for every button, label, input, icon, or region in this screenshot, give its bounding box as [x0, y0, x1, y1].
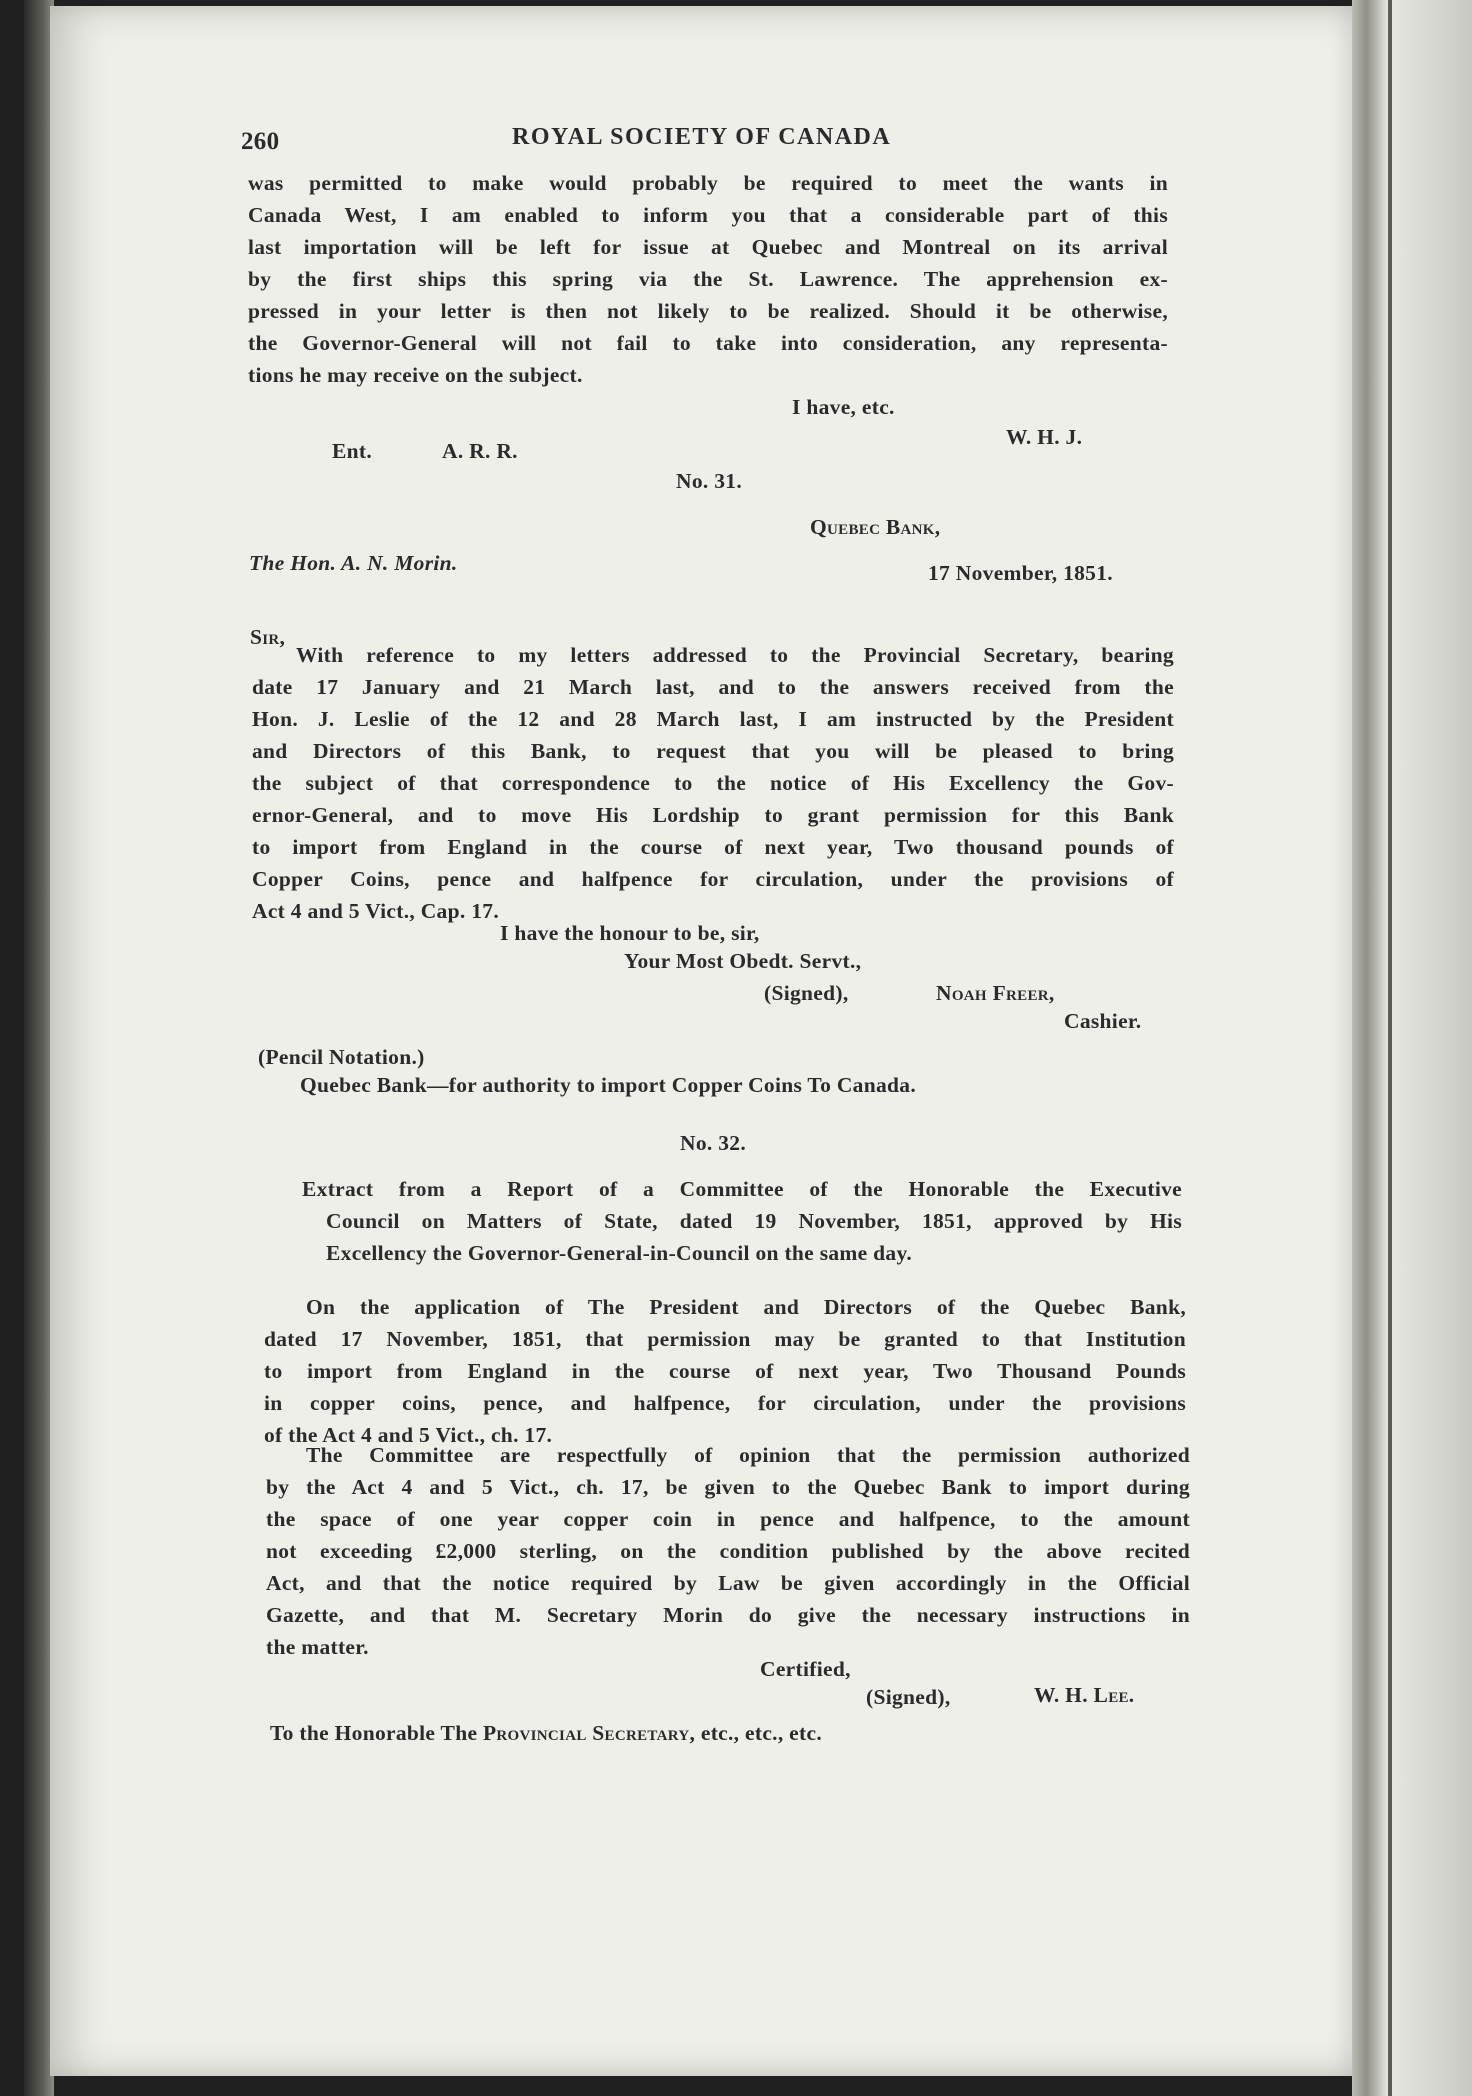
recipient-suffix: etc., etc., etc.	[695, 1721, 823, 1745]
text-line: by the first ships this spring via the St. Lawrence. The apprehension ex-	[248, 267, 1168, 291]
text-line: not exceeding £2,000 sterling, on the condition published by the above recited	[266, 1539, 1190, 1563]
signer-title: Cashier.	[1064, 1009, 1142, 1033]
text-line: Copper Coins, pence and halfpence for circulation, under the provisions of	[252, 867, 1174, 891]
notation-label: (Pencil Notation.)	[258, 1045, 425, 1069]
closing: I have the honour to be, sir,	[500, 921, 760, 945]
letter-date: 17 November, 1851.	[928, 561, 1113, 585]
text-line: and Directors of this Bank, to request that you will be pleased to bring	[252, 739, 1174, 763]
running-title: ROYAL SOCIETY OF CANADA	[512, 124, 892, 150]
page-edge-shadow	[1388, 0, 1392, 2096]
text-line: Hon. J. Leslie of the 12 and 28 March last, I am instructed by the President	[252, 707, 1174, 731]
text-line: Act, and that the notice required by Law be given accordingly in the Official	[266, 1571, 1190, 1595]
text-line: The Committee are respectfully of opinion that the permission authorized	[306, 1443, 1190, 1467]
extract-line: Excellency the Governor-General-in-Council on the same day.	[326, 1241, 912, 1265]
extract-line: Council on Matters of State, dated 19 November, 1851, approved by His	[326, 1209, 1182, 1233]
text-line: Canada West, I am enabled to inform you that a considerable part of this	[248, 203, 1168, 227]
text-line: the space of one year copper coin in pence and halfpence, to the amount	[266, 1507, 1190, 1531]
addressee: The Hon. A. N. Morin.	[249, 551, 458, 575]
text-line: last importation will be left for issue at Quebec and Montreal on its arrival	[248, 235, 1168, 259]
text-line: of the Act 4 and 5 Vict., ch. 17.	[264, 1423, 553, 1447]
text-line: dated 17 November, 1851, that permission may be granted to that Institution	[264, 1327, 1186, 1351]
signer: W. H. J.	[1006, 425, 1083, 449]
text-line: the matter.	[266, 1635, 369, 1659]
text-line: Act 4 and 5 Vict., Cap. 17.	[252, 899, 499, 923]
text-line: On the application of The President and Directors of the Quebec Bank,	[306, 1295, 1186, 1319]
text-line: tions he may receive on the subject.	[248, 363, 583, 387]
text-line: the subject of that correspondence to the notice of His Excellency the Gov-	[252, 771, 1174, 795]
notation-text: Quebec Bank—for authority to import Copper Coins To Canada.	[300, 1073, 916, 1097]
signed-label: (Signed),	[866, 1685, 951, 1709]
extract-line: Extract from a Report of a Committee of the Honorable the Executive	[302, 1177, 1182, 1201]
signed-label: (Signed),	[764, 981, 849, 1005]
text-line: to import from England in the course of next year, Two thousand pounds of	[252, 835, 1174, 859]
salutation: Sir,	[250, 625, 286, 649]
entry-label: Ent.	[332, 439, 373, 463]
signer: W. H. Lee.	[1034, 1683, 1135, 1707]
text-line: was permitted to make would probably be required to meet the wants in	[248, 171, 1168, 195]
text-line: pressed in your letter is then not likely to be realized. Should it be otherwise,	[248, 299, 1168, 323]
text-line: Gazette, and that M. Secretary Morin do give the necessary instructions in	[266, 1603, 1190, 1627]
text-line: With reference to my letters addressed to the Provincial Secretary, bearing	[296, 643, 1174, 667]
signer: Noah Freer,	[936, 981, 1055, 1005]
text-line: to import from England in the course of next year, Two Thousand Pounds	[264, 1359, 1186, 1383]
page-edge	[1352, 0, 1472, 2096]
document-number: No. 32.	[680, 1131, 747, 1155]
sender-location: Quebec Bank,	[810, 515, 941, 539]
closing: Your Most Obedt. Servt.,	[624, 949, 862, 973]
recipient-prefix: To the Honorable The	[270, 1721, 483, 1745]
text-line: by the Act 4 and 5 Vict., ch. 17, be given to the Quebec Bank to import during	[266, 1475, 1190, 1499]
entry-initials: A. R. R.	[442, 439, 518, 463]
text-line: date 17 January and 21 March last, and to the answers received from the	[252, 675, 1174, 699]
text-line: the Governor-General will not fail to take into consideration, any representa-	[248, 331, 1168, 355]
recipient-line	[270, 1718, 822, 1748]
text-line: ernor-General, and to move His Lordship to grant permission for this Bank	[252, 803, 1174, 827]
recipient-office: Provincial Secretary,	[482, 1721, 696, 1745]
closing: I have, etc.	[792, 395, 895, 419]
certified-label: Certified,	[760, 1657, 851, 1681]
text-line: in copper coins, pence, and halfpence, for circulation, under the provisions	[264, 1391, 1186, 1415]
document-number: No. 31.	[676, 469, 743, 493]
page-number: 260	[241, 128, 280, 155]
